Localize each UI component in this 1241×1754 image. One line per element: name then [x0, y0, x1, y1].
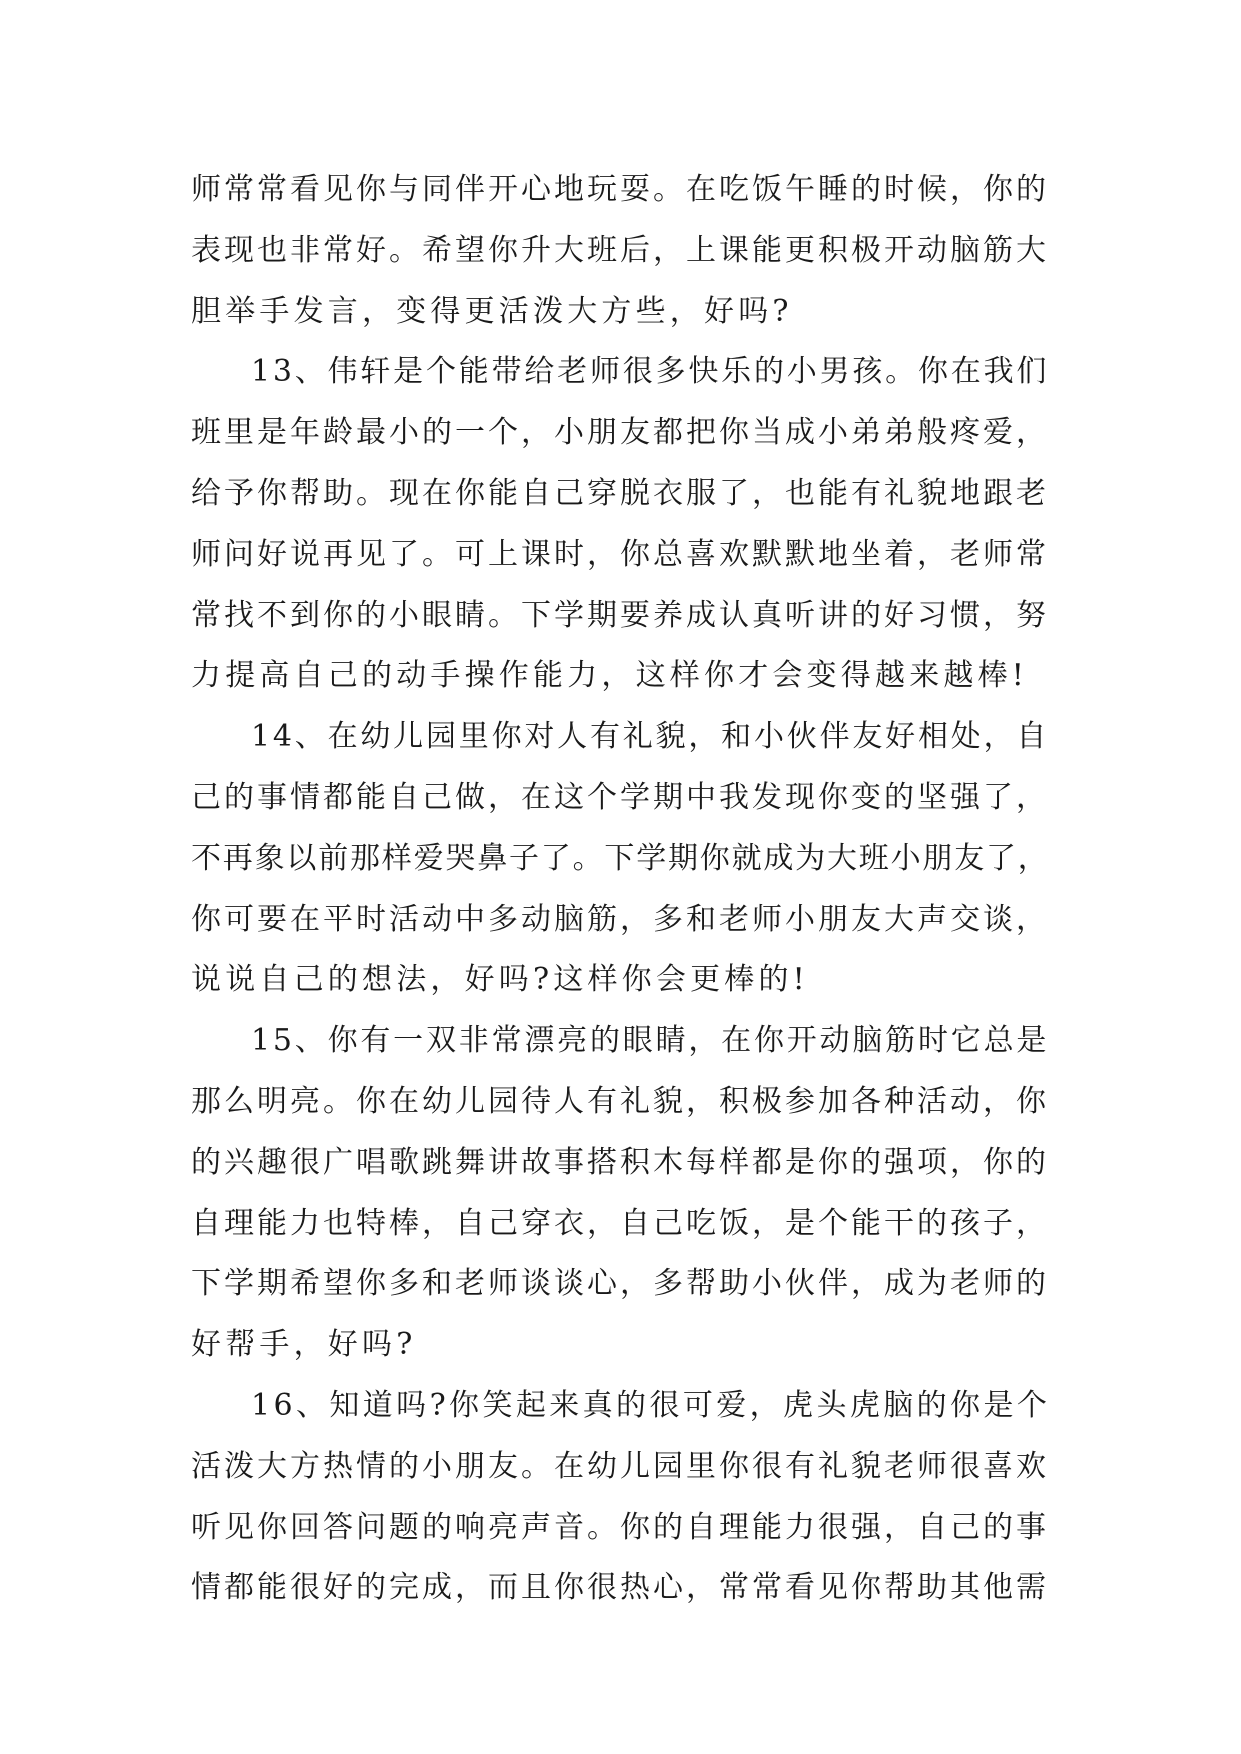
text-line: 己的事情都能自己做，在这个学期中我发现你变的坚强了， — [191, 779, 1049, 815]
text-line: 常找不到你的小眼睛。下学期要养成认真听讲的好习惯，努 — [191, 597, 1049, 633]
text-line: 表现也非常好。希望你升大班后，上课能更积极开动脑筋大 — [191, 232, 1049, 268]
text-line: 好帮手，好吗? — [191, 1327, 417, 1363]
text-line: 听见你回答问题的响亮声音。你的自理能力很强，自己的事 — [191, 1509, 1049, 1545]
text-line: 力提高自己的动手操作能力，这样你才会变得越来越棒! — [191, 658, 1029, 694]
document-body — [191, 160, 1051, 1619]
paragraph-14-start: 14、在幼儿园里你对人有礼貌，和小伙伴友好相处，自 — [251, 719, 1050, 755]
paragraph-15-start: 15、你有一双非常漂亮的眼睛，在你开动脑筋时它总是 — [251, 1023, 1050, 1059]
text-line: 自理能力也特棒，自己穿衣，自己吃饭，是个能干的孩子， — [191, 1205, 1049, 1241]
text-line: 班里是年龄最小的一个，小朋友都把你当成小弟弟般疼爱， — [191, 415, 1049, 451]
paragraph-16-start: 16、知道吗?你笑起来真的很可爱，虎头虎脑的你是个 — [251, 1387, 1051, 1423]
text-line: 情都能很好的完成，而且你很热心，常常看见你帮助其他需 — [191, 1570, 1049, 1606]
text-line: 的兴趣很广唱歌跳舞讲故事搭积木每样都是你的强项，你的 — [191, 1144, 1049, 1180]
text-line: 不再象以前那样爱哭鼻子了。下学期你就成为大班小朋友了， — [191, 840, 1050, 876]
paragraph-13-start: 13、伟轩是个能带给老师很多快乐的小男孩。你在我们 — [251, 354, 1050, 390]
text-line: 师问好说再见了。可上课时，你总喜欢默默地坐着，老师常 — [191, 536, 1049, 572]
text-line: 下学期希望你多和老师谈谈心，多帮助小伙伴，成为老师的 — [191, 1266, 1049, 1302]
text-line: 那么明亮。你在幼儿园待人有礼貌，积极参加各种活动，你 — [191, 1083, 1049, 1119]
text-line: 说说自己的想法，好吗?这样你会更棒的! — [191, 962, 809, 998]
text-line: 师常常看见你与同伴开心地玩耍。在吃饭午睡的时候，你的 — [191, 172, 1049, 207]
text-line: 胆举手发言，变得更活泼大方些，好吗? — [191, 293, 793, 329]
text-line: 你可要在平时活动中多动脑筋，多和老师小朋友大声交谈， — [191, 901, 1049, 937]
text-line: 活泼大方热情的小朋友。在幼儿园里你很有礼貌老师很喜欢 — [191, 1448, 1049, 1484]
text-line: 给予你帮助。现在你能自己穿脱衣服了，也能有礼貌地跟老 — [191, 475, 1049, 511]
